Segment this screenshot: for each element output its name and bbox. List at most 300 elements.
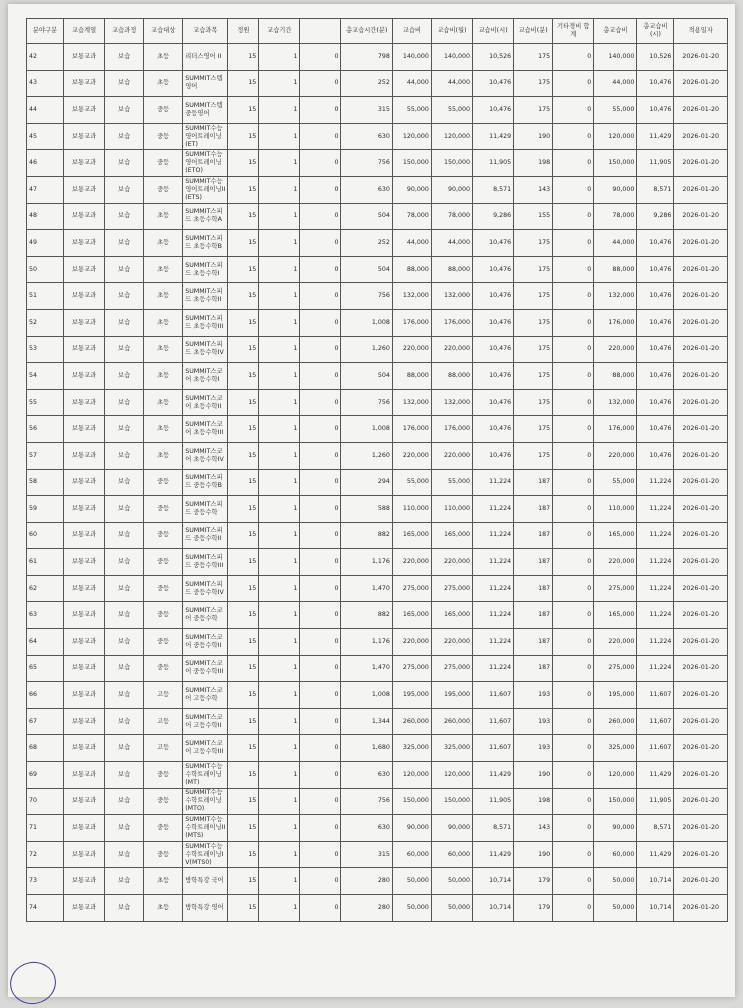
table-cell: 60 [27,522,64,549]
table-cell: 2026-01-20 [674,363,728,390]
column-header: 교습대상 [144,19,183,44]
table-cell: 보통교과 [64,841,105,868]
table-cell: SUMMIT스텝 중등영어 [183,97,228,124]
table-cell: 59 [27,496,64,523]
table-cell: 고등 [144,682,183,709]
table-cell: 55,000 [594,97,637,124]
table-cell: 44 [27,97,64,124]
table-cell: 10,476 [637,283,674,310]
table-cell: 43 [27,70,64,97]
table-cell: 보통교과 [64,123,105,150]
table-cell: 90,000 [392,815,431,842]
table-cell: 260,000 [431,708,472,735]
table-cell: 0 [553,788,594,815]
table-cell: 10,476 [473,97,514,124]
table-cell: 90,000 [392,176,431,203]
table-cell: 73 [27,868,64,895]
table-cell: 11,607 [637,708,674,735]
table-cell: 1 [259,336,300,363]
table-cell: 55,000 [594,469,637,496]
table-cell: 175 [514,389,553,416]
table-cell: 0 [553,363,594,390]
table-cell: 15 [228,788,259,815]
table-cell: 중등 [144,522,183,549]
table-cell: 11,429 [473,123,514,150]
table-cell: 15 [228,655,259,682]
table-cell: 15 [228,602,259,629]
table-cell: 11,224 [473,549,514,576]
table-cell: 10,476 [473,283,514,310]
table-cell: 10,476 [637,70,674,97]
table-cell: 11,429 [637,123,674,150]
table-cell: 1 [259,655,300,682]
table-cell: 57 [27,442,64,469]
table-cell: 198 [514,150,553,177]
table-cell: 187 [514,602,553,629]
table-cell: 88,000 [594,363,637,390]
table-cell: 0 [300,442,341,469]
table-cell: 15 [228,363,259,390]
table-cell: 10,476 [473,442,514,469]
table-cell: 10,476 [473,363,514,390]
column-header: 적용일자 [674,19,728,44]
table-cell: 0 [300,70,341,97]
table-cell: 10,476 [473,389,514,416]
table-cell: 보통교과 [64,735,105,762]
table-cell: 보통교과 [64,44,105,71]
table-cell: 11,429 [637,762,674,789]
table-cell: 10,476 [637,97,674,124]
table-cell: 보습 [105,150,144,177]
table-cell: 10,476 [473,256,514,283]
table-cell: 2026-01-20 [674,44,728,71]
table-cell: 90,000 [431,176,472,203]
table-cell: 756 [341,389,392,416]
table-cell: 2026-01-20 [674,629,728,656]
table-cell: 220,000 [594,442,637,469]
table-cell: 11,224 [473,522,514,549]
table-cell: 504 [341,363,392,390]
table-cell: 11,224 [637,602,674,629]
table-cell: 초등 [144,336,183,363]
table-cell: 179 [514,868,553,895]
column-header: 총교습비 [594,19,637,44]
table-cell: SUMMIT수능영어트레이닝(ET) [183,123,228,150]
table-cell: 2026-01-20 [674,868,728,895]
table-cell: 2026-01-20 [674,309,728,336]
table-cell: 2026-01-20 [674,442,728,469]
table-cell: 2026-01-20 [674,230,728,257]
table-cell: 0 [300,682,341,709]
table-cell: 190 [514,123,553,150]
table-cell: 1 [259,442,300,469]
table-cell: 보습 [105,708,144,735]
table-cell: 45 [27,123,64,150]
table-cell: 보통교과 [64,815,105,842]
table-cell: 882 [341,522,392,549]
table-cell: 15 [228,841,259,868]
table-row [27,389,728,416]
table-cell: 195,000 [594,682,637,709]
table-cell: 15 [228,389,259,416]
table-cell: 초등 [144,70,183,97]
table-cell: 1 [259,549,300,576]
table-cell: 15 [228,203,259,230]
table-cell: 110,000 [431,496,472,523]
table-cell: 275,000 [431,575,472,602]
table-cell: 11,224 [473,629,514,656]
table-cell: 1 [259,629,300,656]
table-cell: 50,000 [392,895,431,922]
column-header: 정원 [228,19,259,44]
table-cell: 11,429 [637,841,674,868]
table-cell: SUMMIT스피드 초등수학III [183,309,228,336]
table-cell: 초등 [144,868,183,895]
table-cell: 2026-01-20 [674,203,728,230]
table-cell: 110,000 [594,496,637,523]
table-cell: 220,000 [431,549,472,576]
column-header: 교습비 [392,19,431,44]
table-cell: 10,476 [473,230,514,257]
table-row [27,522,728,549]
table-cell: 11,905 [473,788,514,815]
table-cell: SUMMIT스피드 초등수학I [183,256,228,283]
table-cell: 8,571 [473,176,514,203]
table-cell: 630 [341,123,392,150]
table-cell: 0 [553,97,594,124]
table-cell: 110,000 [392,496,431,523]
table-cell: 1,680 [341,735,392,762]
table-cell: 143 [514,176,553,203]
table-cell: 15 [228,762,259,789]
table-cell: 220,000 [431,629,472,656]
table-row [27,575,728,602]
table-row [27,762,728,789]
table-cell: 90,000 [594,815,637,842]
table-cell: 15 [228,575,259,602]
column-header: 교습비(월) [431,19,472,44]
table-cell: 193 [514,708,553,735]
table-cell: 187 [514,522,553,549]
table-row [27,496,728,523]
column-header: 교습기간 [259,19,300,44]
table-cell: 보습 [105,762,144,789]
table-cell: 초등 [144,44,183,71]
table-cell: 0 [300,788,341,815]
table-cell: 15 [228,549,259,576]
table-cell: 0 [553,416,594,443]
table-row [27,708,728,735]
table-cell: 44,000 [594,230,637,257]
table-cell: 0 [300,549,341,576]
table-cell: 51 [27,283,64,310]
table-cell: 140,000 [431,44,472,71]
table-cell: 15 [228,895,259,922]
table-cell: SUMMIT스피드 초등수학II [183,283,228,310]
table-cell: 10,476 [637,336,674,363]
table-cell: SUMMIT스피드 중등수학II [183,522,228,549]
table-cell: 88,000 [431,363,472,390]
table-cell: 보습 [105,416,144,443]
table-cell: 756 [341,283,392,310]
table-cell: 15 [228,150,259,177]
table-cell: 초등 [144,283,183,310]
table-cell: 11,224 [637,496,674,523]
table-cell: 0 [553,496,594,523]
table-cell: 1 [259,469,300,496]
table-cell: 280 [341,868,392,895]
table-cell: SUMMIT수능수학트레이닝(MTO) [183,788,228,815]
table-cell: 0 [300,44,341,71]
table-cell: 1 [259,203,300,230]
table-cell: 176,000 [431,309,472,336]
table-cell: 보통교과 [64,416,105,443]
table-cell: 중등 [144,655,183,682]
table-cell: 11,224 [637,655,674,682]
table-cell: SUMMIT스코어 초등수학II [183,389,228,416]
table-cell: 2026-01-20 [674,176,728,203]
table-cell: 0 [553,868,594,895]
table-cell: 0 [300,309,341,336]
table-cell: 보습 [105,442,144,469]
table-row [27,176,728,203]
table-cell: 798 [341,44,392,71]
table-cell: 0 [300,815,341,842]
table-cell: 140,000 [594,44,637,71]
table-cell: 0 [300,123,341,150]
table-cell: 61 [27,549,64,576]
table-cell: 0 [300,416,341,443]
table-cell: 15 [228,815,259,842]
table-cell: 2026-01-20 [674,469,728,496]
table-cell: 초등 [144,309,183,336]
table-cell: 175 [514,283,553,310]
table-cell: 보습 [105,602,144,629]
table-cell: 176,000 [594,416,637,443]
table-cell: 175 [514,442,553,469]
table-cell: 보습 [105,522,144,549]
table-cell: 2026-01-20 [674,655,728,682]
table-cell: 0 [553,762,594,789]
table-cell: 630 [341,762,392,789]
table-cell: 0 [553,841,594,868]
table-cell: 0 [300,203,341,230]
table-cell: 초등 [144,389,183,416]
table-cell: 보통교과 [64,336,105,363]
table-cell: 1 [259,735,300,762]
table-cell: 보습 [105,309,144,336]
table-cell: 64 [27,629,64,656]
table-cell: 0 [553,469,594,496]
table-cell: 1 [259,895,300,922]
table-cell: 55 [27,389,64,416]
table-cell: 2026-01-20 [674,788,728,815]
table-cell: 보통교과 [64,895,105,922]
table-cell: 88,000 [594,256,637,283]
table-cell: 72 [27,841,64,868]
table-cell: 중등 [144,150,183,177]
table-cell: SUMMIT수능영어트레이닝II(ETS) [183,176,228,203]
table-cell: 9,286 [637,203,674,230]
column-header: 교습비(분) [514,19,553,44]
table-cell: 1 [259,815,300,842]
table-cell: 2026-01-20 [674,682,728,709]
table-cell: 11,224 [473,655,514,682]
table-cell: 보통교과 [64,363,105,390]
table-cell: 2026-01-20 [674,416,728,443]
table-cell: 0 [553,336,594,363]
table-cell: 보습 [105,868,144,895]
table-cell: SUMMIT스코어 중등수학 [183,602,228,629]
table-cell: 0 [300,363,341,390]
table-cell: 2026-01-20 [674,283,728,310]
table-cell: 중등 [144,762,183,789]
table-cell: 252 [341,70,392,97]
table-row [27,256,728,283]
table-cell: SUMMIT스피드 초등수학A [183,203,228,230]
table-cell: 588 [341,496,392,523]
table-cell: 10,476 [473,336,514,363]
table-cell: 보습 [105,283,144,310]
table-cell: 0 [300,522,341,549]
table-cell: 504 [341,203,392,230]
table-row [27,123,728,150]
table-cell: 15 [228,309,259,336]
table-cell: 53 [27,336,64,363]
table-cell: 초등 [144,895,183,922]
table-cell: 보통교과 [64,522,105,549]
table-cell: 10,526 [473,44,514,71]
table-row [27,735,728,762]
table-cell: 65 [27,655,64,682]
table-cell: 42 [27,44,64,71]
table-cell: 15 [228,469,259,496]
table-cell: 220,000 [594,336,637,363]
table-cell: 방학특강 국어 [183,868,228,895]
table-cell: 78,000 [392,203,431,230]
table-cell: 175 [514,230,553,257]
table-cell: SUMMIT스코어 중등수학III [183,655,228,682]
table-cell: 중등 [144,788,183,815]
table-row [27,283,728,310]
table-cell: 0 [553,203,594,230]
table-cell: 2026-01-20 [674,602,728,629]
table-cell: SUMMIT수능수학트레이닝IV(MTS0) [183,841,228,868]
table-row [27,97,728,124]
table-cell: 1,008 [341,309,392,336]
table-cell: 175 [514,416,553,443]
table-cell: 보통교과 [64,549,105,576]
table-cell: 252 [341,230,392,257]
table-cell: 11,224 [637,629,674,656]
table-row [27,203,728,230]
table-cell: 초등 [144,363,183,390]
table-cell: 2026-01-20 [674,496,728,523]
table-cell: 44,000 [431,230,472,257]
table-cell: 1 [259,283,300,310]
table-cell: 2026-01-20 [674,841,728,868]
table-row [27,230,728,257]
table-cell: 1 [259,868,300,895]
table-cell: 0 [553,708,594,735]
table-header-row [27,19,728,44]
table-cell: 0 [300,150,341,177]
table-cell: 280 [341,895,392,922]
table-cell: 120,000 [594,123,637,150]
table-cell: 1 [259,309,300,336]
table-cell: 78,000 [594,203,637,230]
table-cell: 0 [553,230,594,257]
table-cell: 보습 [105,549,144,576]
table-cell: 보습 [105,256,144,283]
table-cell: 1,008 [341,682,392,709]
table-cell: SUMMIT스코어 초등수학I [183,363,228,390]
table-cell: 2026-01-20 [674,70,728,97]
column-header: 총교습비(시) [637,19,674,44]
table-cell: 1,008 [341,416,392,443]
table-cell: 10,714 [637,895,674,922]
table-cell: 132,000 [431,389,472,416]
table-cell: 15 [228,629,259,656]
table-cell: 187 [514,629,553,656]
table-cell: 74 [27,895,64,922]
table-cell: 보습 [105,97,144,124]
table-cell: 150,000 [392,788,431,815]
column-header: 교습비(시) [473,19,514,44]
table-cell: 90,000 [594,176,637,203]
table-cell: 193 [514,735,553,762]
table-cell: 175 [514,97,553,124]
table-row [27,815,728,842]
table-cell: 0 [300,735,341,762]
table-cell: 88,000 [392,363,431,390]
column-header: 총교습시간(분) [341,19,392,44]
table-cell: 1 [259,256,300,283]
table-row [27,44,728,71]
table-row [27,309,728,336]
table-cell: 220,000 [392,336,431,363]
table-cell: 15 [228,44,259,71]
table-cell: 0 [300,708,341,735]
table-cell: 260,000 [392,708,431,735]
table-cell: 1,260 [341,442,392,469]
table-cell: 52 [27,309,64,336]
table-cell: 보습 [105,682,144,709]
table-cell: 176,000 [431,416,472,443]
table-cell: 2026-01-20 [674,256,728,283]
table-cell: 150,000 [594,788,637,815]
table-cell: 756 [341,788,392,815]
table-cell: 보통교과 [64,868,105,895]
table-cell: 중등 [144,549,183,576]
table-cell: 보습 [105,629,144,656]
table-cell: 11,905 [637,150,674,177]
table-cell: 1,470 [341,655,392,682]
table-cell: 보통교과 [64,655,105,682]
hand-drawn-circle-mark [6,958,60,1008]
table-cell: 150,000 [431,150,472,177]
table-cell: 175 [514,309,553,336]
table-cell: 0 [300,575,341,602]
table-cell: 50,000 [431,868,472,895]
table-cell: SUMMIT스코어 고등수학II [183,708,228,735]
table-cell: 초등 [144,203,183,230]
table-cell: 0 [300,629,341,656]
table-cell: 0 [553,442,594,469]
table-cell: 보통교과 [64,150,105,177]
table-cell: 0 [553,256,594,283]
table-cell: 2026-01-20 [674,735,728,762]
